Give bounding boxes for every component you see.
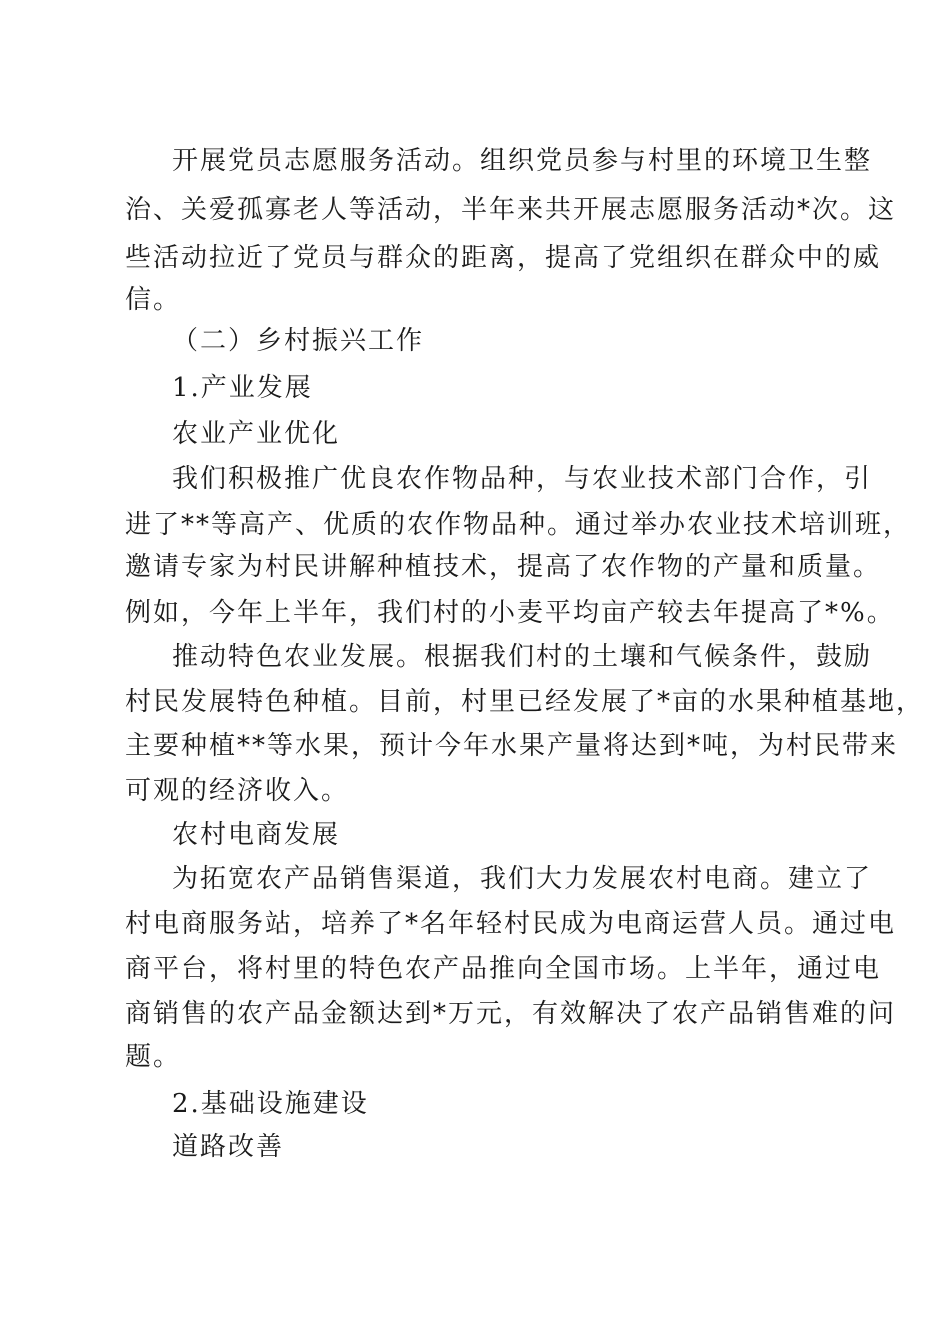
paragraph-ecommerce-line-3: 商平台，将村里的特色农产品推向全国市场。上半年，通过电 bbox=[125, 954, 882, 984]
paragraph-crops-line-4: 例如，今年上半年，我们村的小麦平均亩产较去年提高了*%。 bbox=[125, 598, 895, 628]
paragraph-specialty-line-1: 推动特色农业发展。根据我们村的土壤和气候条件，鼓励 bbox=[172, 642, 873, 672]
paragraph-ecommerce-line-4: 商销售的农产品金额达到*万元，有效解决了农产品销售难的问 bbox=[125, 999, 897, 1029]
paragraph-volunteer-line-1: 开展党员志愿服务活动。组织党员参与村里的环境卫生整 bbox=[172, 146, 873, 176]
paragraph-volunteer-line-4: 信。 bbox=[125, 285, 182, 315]
paragraph-crops-line-2: 进了**等高产、优质的农作物品种。通过举办农业技术培训班， bbox=[125, 510, 912, 540]
paragraph-crops-line-3: 邀请专家为村民讲解种植技术，提高了农作物的产量和质量。 bbox=[125, 552, 882, 582]
paragraph-ecommerce-line-1: 为拓宽农产品销售渠道，我们大力发展农村电商。建立了 bbox=[172, 864, 873, 894]
topic-heading-agriculture: 农业产业优化 bbox=[172, 419, 341, 449]
paragraph-specialty-line-2: 村民发展特色种植。目前，村里已经发展了*亩的水果种植基地， bbox=[125, 687, 925, 717]
subsection-heading-industry: 1.产业发展 bbox=[172, 373, 313, 403]
subsection-heading-infrastructure: 2.基础设施建设 bbox=[172, 1089, 369, 1119]
paragraph-specialty-line-4: 可观的经济收入。 bbox=[125, 776, 350, 806]
topic-heading-roads: 道路改善 bbox=[172, 1132, 285, 1162]
paragraph-ecommerce-line-2: 村电商服务站，培养了*名年轻村民成为电商运营人员。通过电 bbox=[125, 909, 897, 939]
paragraph-volunteer-line-2: 治、关爱孤寡老人等活动，半年来共开展志愿服务活动*次。这 bbox=[125, 195, 897, 225]
topic-heading-ecommerce: 农村电商发展 bbox=[172, 820, 341, 850]
paragraph-specialty-line-3: 主要种植**等水果，预计今年水果产量将达到*吨，为村民带来 bbox=[125, 731, 899, 761]
paragraph-volunteer-line-3: 些活动拉近了党员与群众的距离，提高了党组织在群众中的威 bbox=[125, 243, 882, 273]
paragraph-ecommerce-line-5: 题。 bbox=[125, 1042, 182, 1072]
section-heading-rural-revitalization: （二）乡村振兴工作 bbox=[172, 326, 425, 356]
paragraph-crops-line-1: 我们积极推广优良农作物品种，与农业技术部门合作，引 bbox=[172, 464, 873, 494]
